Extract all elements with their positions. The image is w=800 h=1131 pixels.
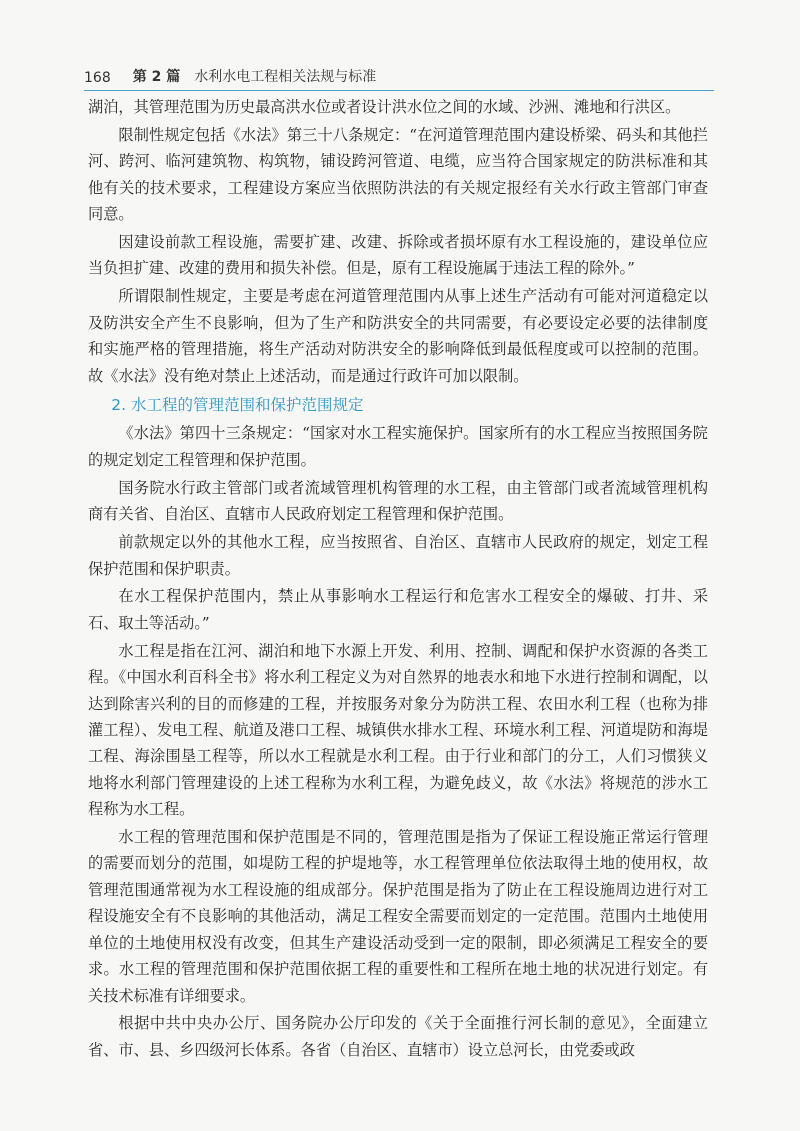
paragraph: 国务院水行政主管部门或者流域管理机构管理的水工程，由主管部门或者流域管理机构商有关省、自治区、直辖市人民政府划定工程管理和保护范围。 (88, 478, 708, 524)
paragraph: 湖泊，其管理范围为历史最高洪水位或者设计洪水位之间的水域、沙洲、滩地和行洪区。 (88, 98, 681, 116)
paragraph: 在水工程保护范围内，禁止从事影响水工程运行和危害水工程安全的爆破、打井、采石、取土等活动。” (88, 587, 708, 632)
page-header (84, 60, 714, 86)
header-rule (84, 90, 714, 91)
section-heading: 2. 水工程的管理范围和保护范围规定 (111, 396, 364, 415)
paragraph: 因建设前款工程设施，需要扩建、改建、拆除或者损坏原有水工程设施的，建设单位应当负担扩建、改建的费用和损失补偿。但是，原有工程设施属于违法工程的除外。” (88, 233, 708, 278)
paragraph: 前款规定以外的其他水工程，应当按照省、自治区、直辖市人民政府的规定，划定工程保护范围和保护职责。 (88, 533, 708, 578)
page-number: 168 (84, 70, 111, 86)
paragraph: 所谓限制性规定，主要是考虑在河道管理范围内从事上述生产活动有可能对河道稳定以及防洪安全产生不良影响，但为了生产和防洪安全的共同需要，有必要设定必要的法律制度和实施严格的管理措施，将生产活动对防洪安全的影响降低到最低程度或可以控制的范围。故《水法》没有绝对禁止上述活动，而是通过行政许可加以限制。 (88, 287, 708, 385)
part-label: 第 2 篇 (132, 69, 181, 85)
part-title: 水利水电工程相关法规与标准 (194, 69, 377, 85)
paragraph: 水工程是指在江河、湖泊和地下水源上开发、利用、控制、调配和保护水资源的各类工程。《中国水利百科全书》将水利工程定义为对自然界的地表水和地下水进行控制和调配，以达到除害兴利的目的而修建的工程，并按服务对象分为防洪工程、农田水利工程（也称为排灌工程）、发电工程、航道及港口工程、城镇供水排水工程、环境水利工程、河道堤防和海堤工程、海涂围垦工程等，所以水工程就是水利工程。由于行业和部门的分工，人们习惯狭义地将水利部门管理建设的上述工程称为水利工程，为避免歧义，故《水法》将规范的涉水工程称为水工程。 (88, 641, 708, 819)
paragraph: 根据中共中央办公厅、国务院办公厅印发的《关于全面推行河长制的意见》，全面建立省、市、县、乡四级河长体系。各省（自治区、直辖市）设立总河长，由党委或政 (88, 1014, 708, 1059)
body-text (88, 94, 708, 1065)
paragraph: 《水法》第四十三条规定：“国家对水工程实施保护。国家所有的水工程应当按照国务院的规定划定工程管理和保护范围。 (88, 424, 708, 469)
paragraph: 限制性规定包括《水法》第三十八条规定：“在河道管理范围内建设桥梁、码头和其他拦河、跨河、临河建筑物、构筑物，铺设跨河管道、电缆，应当符合国家规定的防洪标准和其他有关的技术要求，工程建设方案应当依照防洪法的有关规定报经有关水行政主管部门审查同意。 (88, 125, 708, 224)
paragraph: 水工程的管理范围和保护范围是不同的，管理范围是指为了保证工程设施正常运行管理的需要而划分的范围，如堤防工程的护堤地等，水工程管理单位依法取得土地的使用权，故管理范围通常视为水工程设施的组成部分。保护范围是指为了防止在工程设施周边进行对工程设施安全有不良影响的其他活动，满足工程安全需要而划定的一定范围。范围内土地使用单位的土地使用权没有改变，但其生产建设活动受到一定的限制，即必须满足工程安全的要求。水工程的管理范围和保护范围依据工程的重要性和工程所在地土地的状况进行划定。有关技术标准有详细要求。 (88, 828, 708, 1005)
